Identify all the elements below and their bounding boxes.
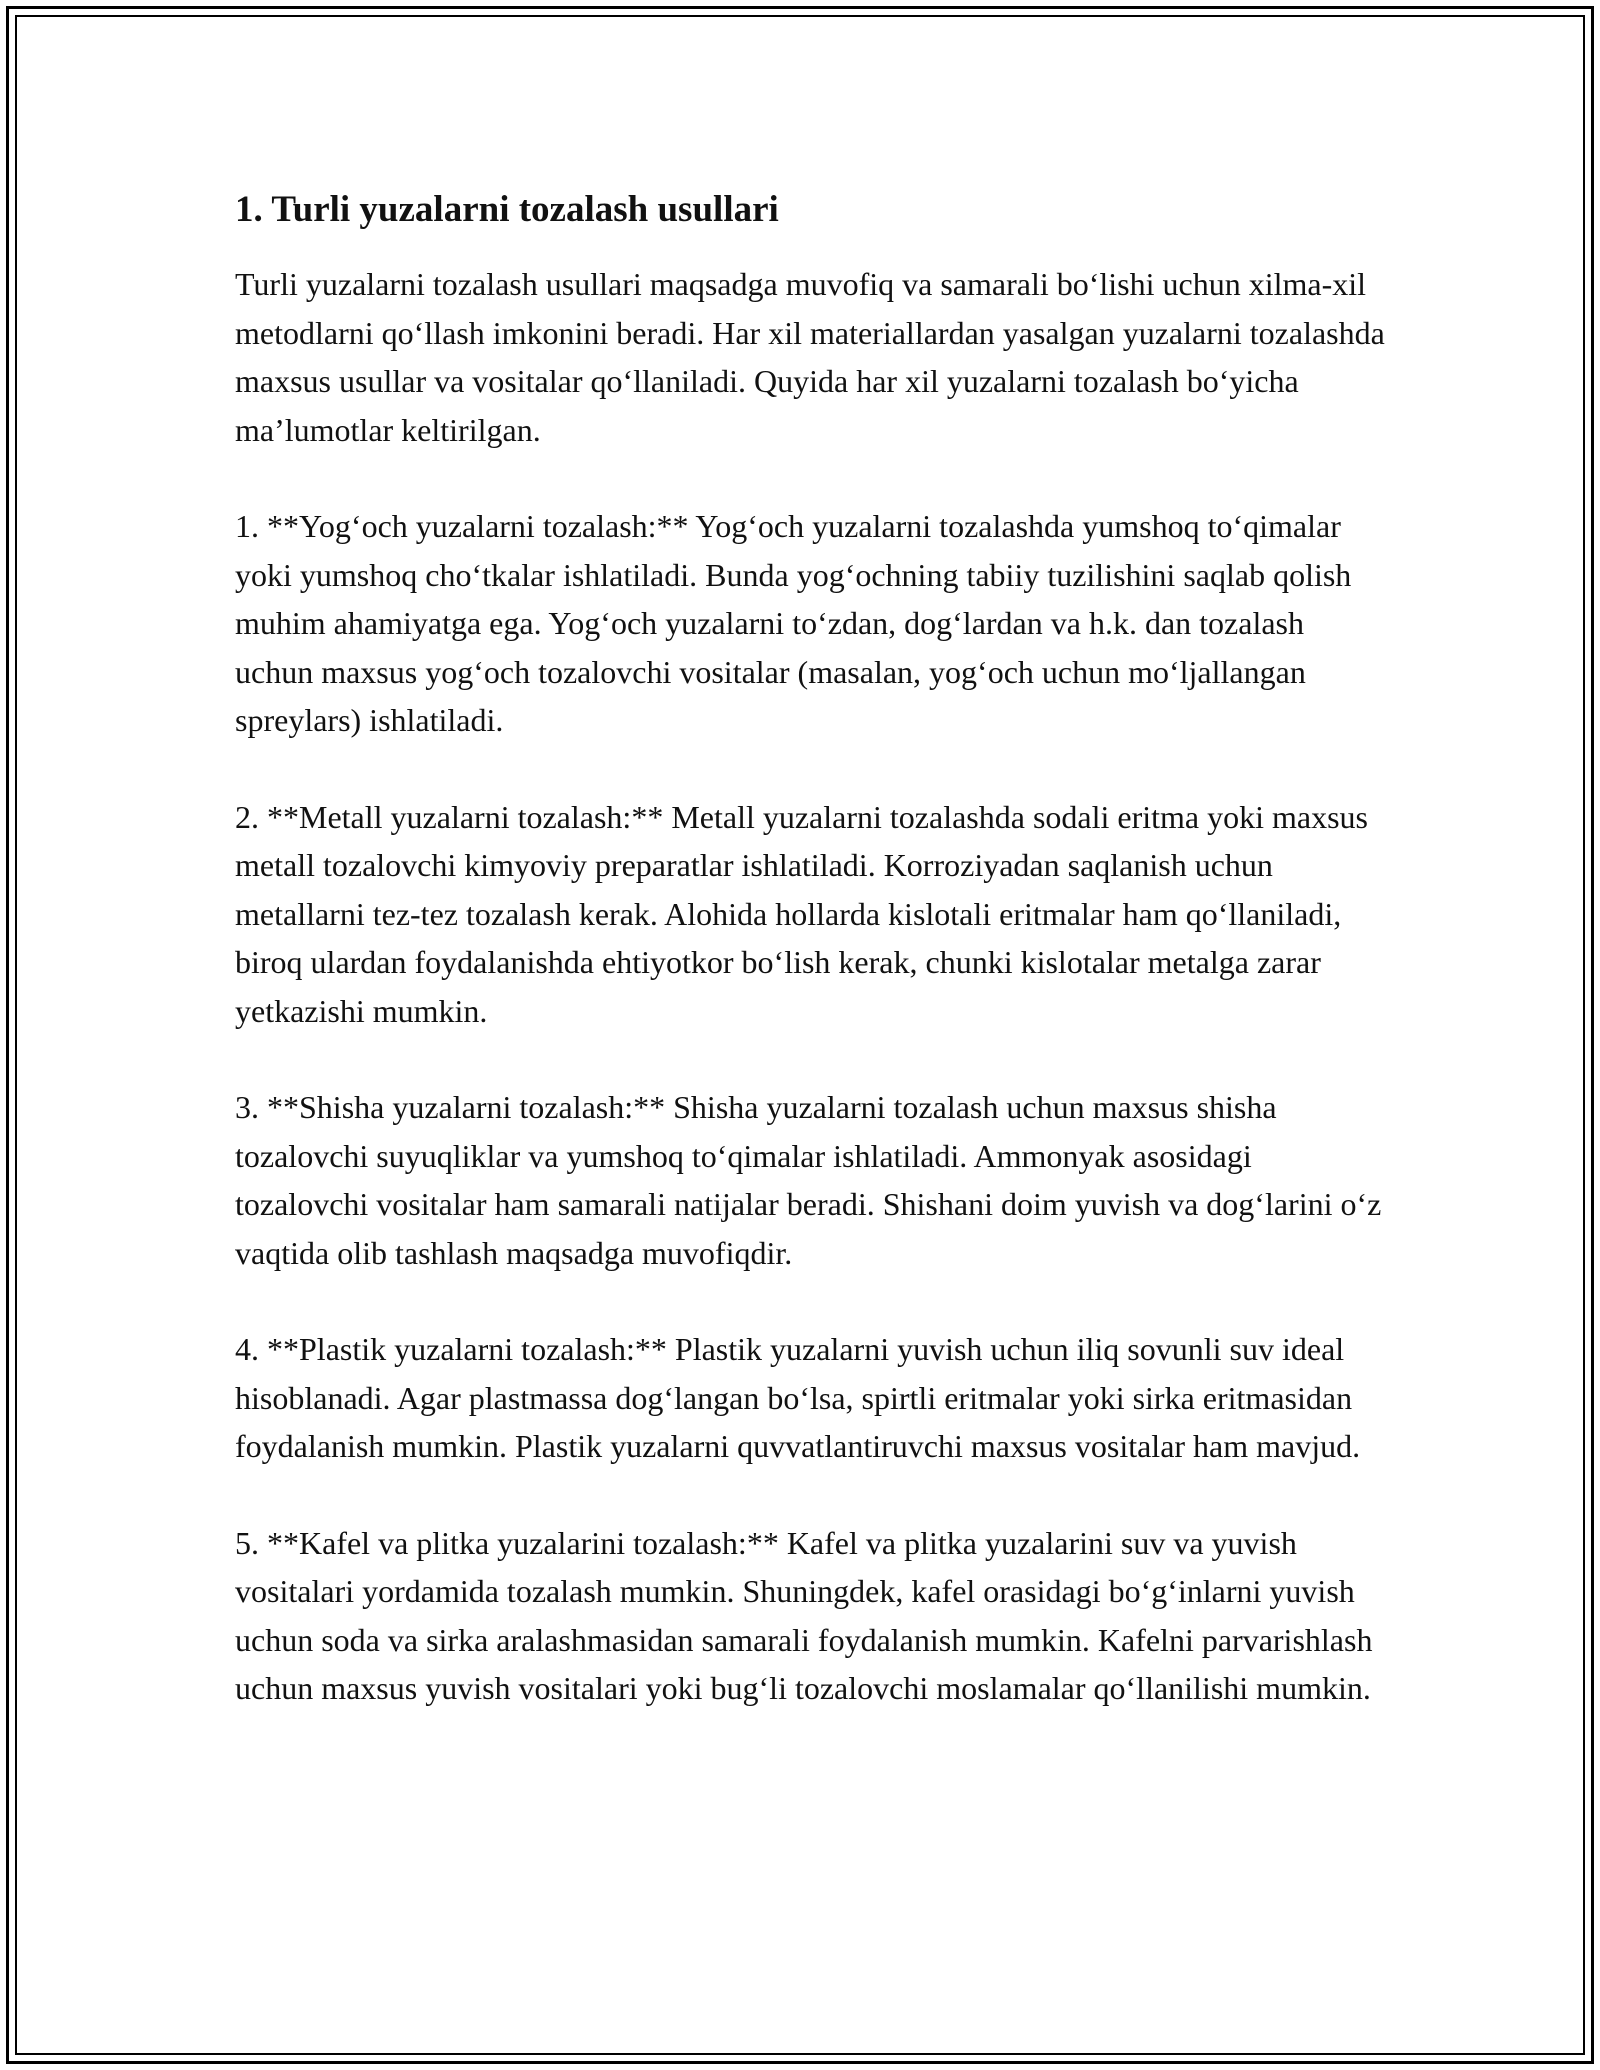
paragraph-tile: 5. **Kafel va plitka yuzalarini tozalash:** Kafel va plitka yuzalarini suv va yuvish vositalari yordamida tozalash mumkin. Shuningdek, kafel orasidagi bo‘g‘inlarni yuvish uchun soda va sirka aralashmasidan samarali foydalanish mumkin. Kafelni parvarishlash uchun maxsus yuvish vositalari yoki bug‘li tozalovchi moslamalar qo‘llanilishi mumkin. <box>235 1524 1373 1706</box>
paragraph-plastic: 4. **Plastik yuzalarni tozalash:** Plastik yuzalarni yuvish uchun iliq sovunli suv ideal hisoblanadi. Agar plastmassa dog‘langan bo‘lsa, spirtli eritmalar yoki sirka eritmasidan foydalanish mumkin. Plastik yuzalarni quvvatlantiruvchi maxsus vositalar ham mavjud. <box>235 1331 1361 1464</box>
document-title: 1. Turli yuzalarni tozalash usullari <box>235 189 779 230</box>
paragraph-wood: 1. **Yog‘och yuzalarni tozalash:** Yog‘och yuzalarni tozalashda yumshoq to‘qimalar yoki yumshoq cho‘tkalar ishlatiladi. Bunda yog‘ochning tabiiy tuzilishini saqlab qolish muhim ahamiyatga ega. Yog‘och yuzalarni to‘zdan, dog‘lardan va h.k. dan tozalash uchun maxsus yog‘och tozalovchi vositalar (masalan, yog‘och uchun mo‘ljallangan spreylars) ishlatiladi. <box>235 508 1352 738</box>
paragraph-metal: 2. **Metall yuzalarni tozalash:** Metall yuzalarni tozalashda sodali eritma yoki maxsus metall tozalovchi kimyoviy preparatlar ishlatiladi. Korroziyadan saqlanish uchun metallarni tez-tez tozalash kerak. Alohida hollarda kislotali eritmalar ham qo‘llaniladi, biroq ulardan foydalanishda ehtiyotkor bo‘lish kerak, chunki kislotalar metalga zarar yetkazishi mumkin. <box>235 798 1368 1029</box>
intro-paragraph: Turli yuzalarni tozalash usullari maqsadga muvofiq va samarali bo‘lishi uchun xilma-xil metodlarni qo‘llash imkonini beradi. Har xil materiallardan yasalgan yuzalarni tozalashda maxsus usullar va vositalar qo‘llaniladi. Quyida har xil yuzalarni tozalash bo‘yicha ma’lumotlar keltirilgan. <box>235 266 1385 448</box>
document-body <box>235 186 1385 1761</box>
paragraph-glass: 3. **Shisha yuzalarni tozalash:** Shisha yuzalarni tozalash uchun maxsus shisha tozalovchi suyuqliklar va yumshoq to‘qimalar ishlatiladi. Ammonyak asosidagi tozalovchi vositalar ham samarali natijalar beradi. Shishani doim yuvish va dog‘larini o‘z vaqtida olib tashlash maqsadga muvofiqdir. <box>235 1089 1382 1271</box>
